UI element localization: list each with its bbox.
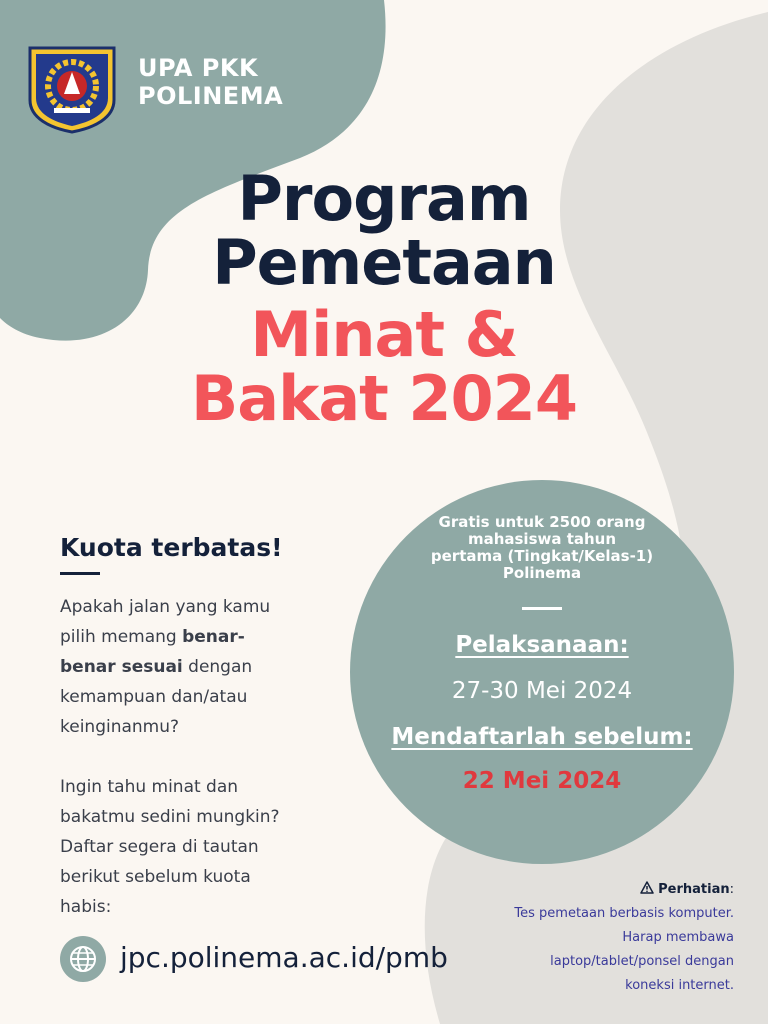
- title-line-2: Pemetaan: [212, 226, 556, 299]
- notice-line-4: koneksi internet.: [625, 978, 734, 993]
- title-line-4: Bakat 2024: [191, 362, 577, 435]
- warning-icon: [640, 881, 654, 894]
- info-line-4: Polinema: [502, 564, 582, 582]
- intro-line-3: [60, 652, 320, 682]
- title-line-1: Program: [237, 162, 531, 235]
- notice-box: [514, 878, 734, 998]
- info-line-1: Gratis untuk 2500 orang: [438, 513, 646, 531]
- intro-line-3a: benar sesuai: [60, 657, 183, 677]
- intro-line-3b: dengan: [182, 657, 253, 677]
- intro-line-2: [60, 622, 320, 652]
- cta-paragraph: [60, 772, 320, 922]
- title-line-3: Minat &: [250, 298, 518, 371]
- info-line-2: mahasiswa tahun: [467, 530, 617, 548]
- notice-line-1: Tes pemetaan berbasis komputer.: [514, 906, 734, 921]
- intro-line-5: keinginanmu?: [60, 717, 180, 737]
- notice-colon: :: [729, 882, 734, 897]
- notice-line-2: Harap membawa: [622, 930, 734, 945]
- heading-underline: [60, 572, 100, 575]
- cta-line-5: habis:: [60, 897, 112, 917]
- intro-line-2a: pilih memang: [60, 627, 183, 647]
- cta-line-3: Daftar segera di tautan: [60, 837, 259, 857]
- polinema-logo: [24, 42, 120, 134]
- intro-line-1: Apakah jalan yang kamu: [60, 597, 271, 617]
- notice-heading: [514, 878, 734, 902]
- org-line-1: UPA PKK: [138, 54, 259, 82]
- execution-date: 27-30 Mei 2024: [451, 678, 633, 704]
- intro-line-2b: benar-: [182, 627, 245, 647]
- info-line-3: pertama (Tingkat/Kelas-1): [430, 547, 654, 565]
- notice-title: Perhatian: [658, 882, 730, 897]
- registration-deadline: 22 Mei 2024: [462, 768, 622, 794]
- execution-label: Pelaksanaan:: [455, 632, 629, 658]
- intro-line-4: kemampuan dan/atau: [60, 687, 248, 707]
- cta-line-2: bakatmu sedini mungkin?: [60, 807, 280, 827]
- cta-line-4: berikut sebelum kuota: [60, 867, 251, 887]
- circle-divider: [522, 607, 562, 610]
- quota-heading: Kuota terbatas!: [60, 533, 283, 562]
- notice-line-3: laptop/tablet/ponsel dengan: [550, 954, 734, 969]
- intro-paragraph: [60, 592, 320, 742]
- globe-icon: [60, 936, 106, 982]
- registration-link[interactable]: jpc.polinema.ac.id/pmb: [120, 941, 448, 974]
- registration-label: Mendaftarlah sebelum:: [391, 724, 693, 750]
- organization-name: [138, 54, 283, 110]
- org-line-2: POLINEMA: [138, 82, 284, 110]
- cta-line-1: Ingin tahu minat dan: [60, 777, 239, 797]
